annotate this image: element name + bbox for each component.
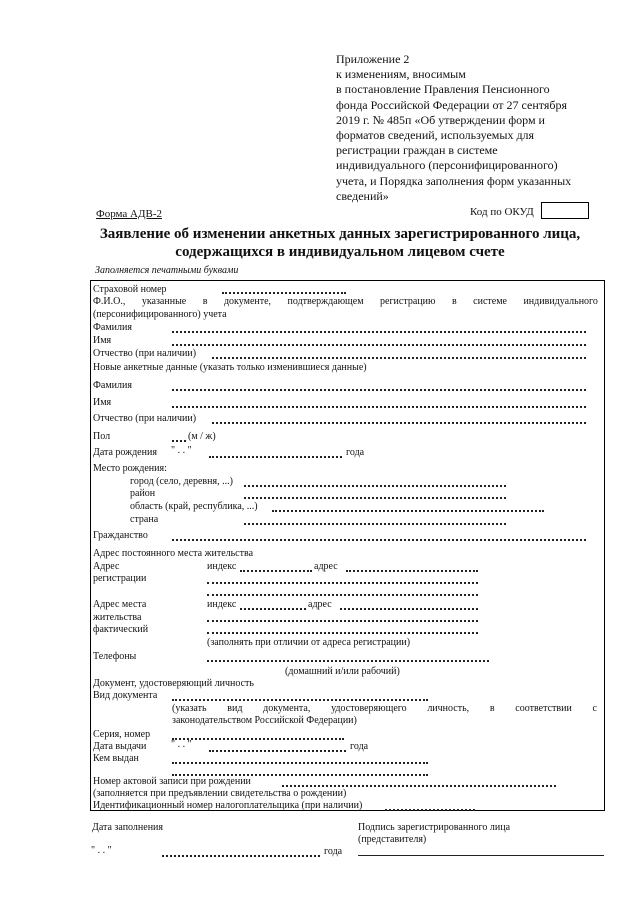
- signature-field[interactable]: [358, 855, 604, 856]
- reg-address-field[interactable]: [346, 570, 478, 572]
- word: с: [592, 703, 597, 714]
- inn-label: Идентификационный номер налогоплательщика (при наличии): [93, 800, 363, 811]
- inn-field[interactable]: [385, 809, 475, 811]
- fio-instruction: [93, 296, 598, 308]
- fact-address-label-2: жительства: [93, 612, 142, 623]
- word: личность,: [427, 703, 470, 714]
- reg-address-label-2: регистрации: [93, 573, 147, 584]
- word: документа,: [263, 703, 311, 714]
- annex-line: Приложение 2: [336, 52, 410, 66]
- reg-index-label: индекс: [207, 561, 237, 572]
- issued-by-field[interactable]: [172, 762, 428, 764]
- fact-address-field[interactable]: [340, 608, 478, 610]
- birth-year-word: года: [346, 447, 365, 458]
- annex-line: сведений»: [336, 188, 389, 203]
- annex-block: [336, 52, 598, 204]
- phones-label: Телефоны: [93, 651, 137, 662]
- district-field[interactable]: [244, 497, 506, 499]
- series-number-field[interactable]: [172, 738, 344, 740]
- title-line: содержащихся в индивидуальном лицевом счете: [175, 244, 505, 260]
- new-surname-label: Фамилия: [93, 380, 132, 391]
- id-doc-header: Документ, удостоверяющий личность: [93, 678, 254, 689]
- okud-label: Код по ОКУД: [470, 206, 534, 218]
- fill-date-day-marker: " . . ": [91, 845, 112, 856]
- fact-address-note: (заполнять при отличии от адреса регистрации): [207, 637, 411, 648]
- citizenship-field[interactable]: [172, 539, 586, 541]
- annex-line: 2019 г. № 485п «Об утверждении форм и: [336, 112, 545, 127]
- fio-instruction-line2: (персонифицированного) учета: [93, 309, 227, 320]
- word: системе: [473, 296, 507, 307]
- issue-date-day-marker: " . . ": [171, 739, 192, 750]
- doc-type-label: Вид документа: [93, 690, 158, 701]
- word: документе,: [223, 296, 272, 307]
- insurance-number-field[interactable]: [222, 292, 346, 294]
- birth-date-label: Дата рождения: [93, 447, 157, 458]
- word: в: [451, 296, 457, 307]
- name-field[interactable]: [172, 344, 586, 346]
- gender-hint: (м / ж): [188, 431, 216, 442]
- fill-instruction: Заполняется печатными буквами: [95, 265, 239, 276]
- birth-record-note: (заполняется при предъявлении свидетельства о рождении): [93, 788, 347, 799]
- fill-year-word: года: [324, 846, 343, 857]
- issue-year-word: года: [350, 741, 369, 752]
- gender-label: Пол: [93, 431, 111, 442]
- annex-line: учета, и Порядка заполнения форм указанных: [336, 173, 572, 188]
- gender-field[interactable]: [172, 440, 186, 442]
- word: индивидуального: [523, 296, 598, 307]
- region-label: область (край, республика, ...): [130, 501, 258, 512]
- new-patronymic-label: Отчество (при наличии): [93, 413, 197, 424]
- fact-index-field[interactable]: [240, 608, 306, 610]
- issue-date-field[interactable]: [209, 750, 346, 752]
- word: соответствии: [515, 703, 572, 714]
- word: в: [202, 296, 208, 307]
- surname-field[interactable]: [172, 331, 586, 333]
- fact-address-label: Адрес места: [93, 599, 147, 610]
- issue-date-label: Дата выдачи: [93, 741, 147, 752]
- country-field[interactable]: [244, 523, 506, 525]
- fact-address-label-3: фактический: [93, 624, 149, 635]
- okud-code-field[interactable]: [541, 202, 589, 219]
- word: вид: [227, 703, 243, 714]
- signature-label: Подпись зарегистрированного лица: [358, 822, 511, 833]
- region-field[interactable]: [272, 510, 544, 512]
- patronymic-label: Отчество (при наличии): [93, 348, 197, 359]
- reg-address-field-3[interactable]: [207, 594, 478, 596]
- fact-index-label: индекс: [207, 599, 237, 610]
- annex-line: форматов сведений, используемых для: [336, 128, 535, 143]
- surname-label: Фамилия: [93, 322, 132, 333]
- annex-line: к изменениям, вносимым: [336, 67, 466, 82]
- fact-address-field-3[interactable]: [207, 632, 478, 634]
- signature-label-2: (представителя): [358, 834, 427, 845]
- series-number-label: Серия, номер: [93, 729, 151, 740]
- word: в: [489, 703, 495, 714]
- annex-line: фонда Российской Федерации от 27 сентября: [336, 97, 567, 112]
- phones-field[interactable]: [207, 660, 489, 662]
- word: (указать: [172, 703, 207, 714]
- doc-type-note-line2: законодательством Российской Федерации): [172, 715, 357, 726]
- birth-record-label: Номер актовой записи при рождении: [93, 776, 251, 787]
- fill-date-field[interactable]: [162, 855, 320, 857]
- city-label: город (село, деревня, ...): [130, 476, 233, 487]
- word: подтверждающем: [287, 296, 364, 307]
- fact-address-field-2[interactable]: [207, 620, 478, 622]
- document-title: [60, 225, 620, 261]
- address-header: Адрес постоянного места жительства: [93, 548, 254, 559]
- form-code: Форма АДВ-2: [96, 208, 162, 220]
- annex-line: в постановление Правления Пенсионного: [336, 82, 550, 97]
- fact-address-word: адрес: [308, 599, 332, 610]
- new-name-field[interactable]: [172, 406, 586, 408]
- issued-by-label: Кем выдан: [93, 753, 139, 764]
- reg-address-word: адрес: [314, 561, 338, 572]
- new-patronymic-field[interactable]: [212, 422, 586, 424]
- new-surname-field[interactable]: [172, 389, 586, 391]
- fill-date-label: Дата заполнения: [92, 822, 163, 833]
- new-name-label: Имя: [93, 397, 112, 408]
- doc-type-note: [172, 703, 597, 715]
- word: удостоверяющего: [331, 703, 407, 714]
- birth-record-field[interactable]: [282, 785, 556, 787]
- country-label: страна: [130, 514, 159, 525]
- annex-line: регистрации граждан в системе: [336, 143, 498, 158]
- city-field[interactable]: [244, 485, 506, 487]
- phones-note: (домашний и/или рабочий): [285, 666, 400, 677]
- reg-index-field[interactable]: [240, 570, 312, 572]
- insurance-number-label: Страховой номер: [93, 284, 167, 295]
- reg-address-field-2[interactable]: [207, 582, 478, 584]
- name-label: Имя: [93, 335, 112, 346]
- citizenship-label: Гражданство: [93, 530, 148, 541]
- patronymic-field[interactable]: [212, 357, 586, 359]
- doc-type-field[interactable]: [172, 699, 428, 701]
- word: указанные: [141, 296, 187, 307]
- new-data-header: Новые анкетные данные (указать только изменившиеся данные): [93, 362, 367, 373]
- annex-line: индивидуального (персонифицированного): [336, 158, 558, 173]
- district-label: район: [130, 488, 156, 499]
- birth-place-label: Место рождения:: [93, 463, 167, 474]
- reg-address-label: Адрес: [93, 561, 120, 572]
- birth-date-field[interactable]: [209, 456, 342, 458]
- word: регистрацию: [380, 296, 436, 307]
- word: Ф.И.О.,: [93, 296, 126, 307]
- title-line: Заявление об изменении анкетных данных зарегистрированного лица,: [99, 226, 581, 242]
- birth-date-day-marker: " . . ": [171, 445, 192, 456]
